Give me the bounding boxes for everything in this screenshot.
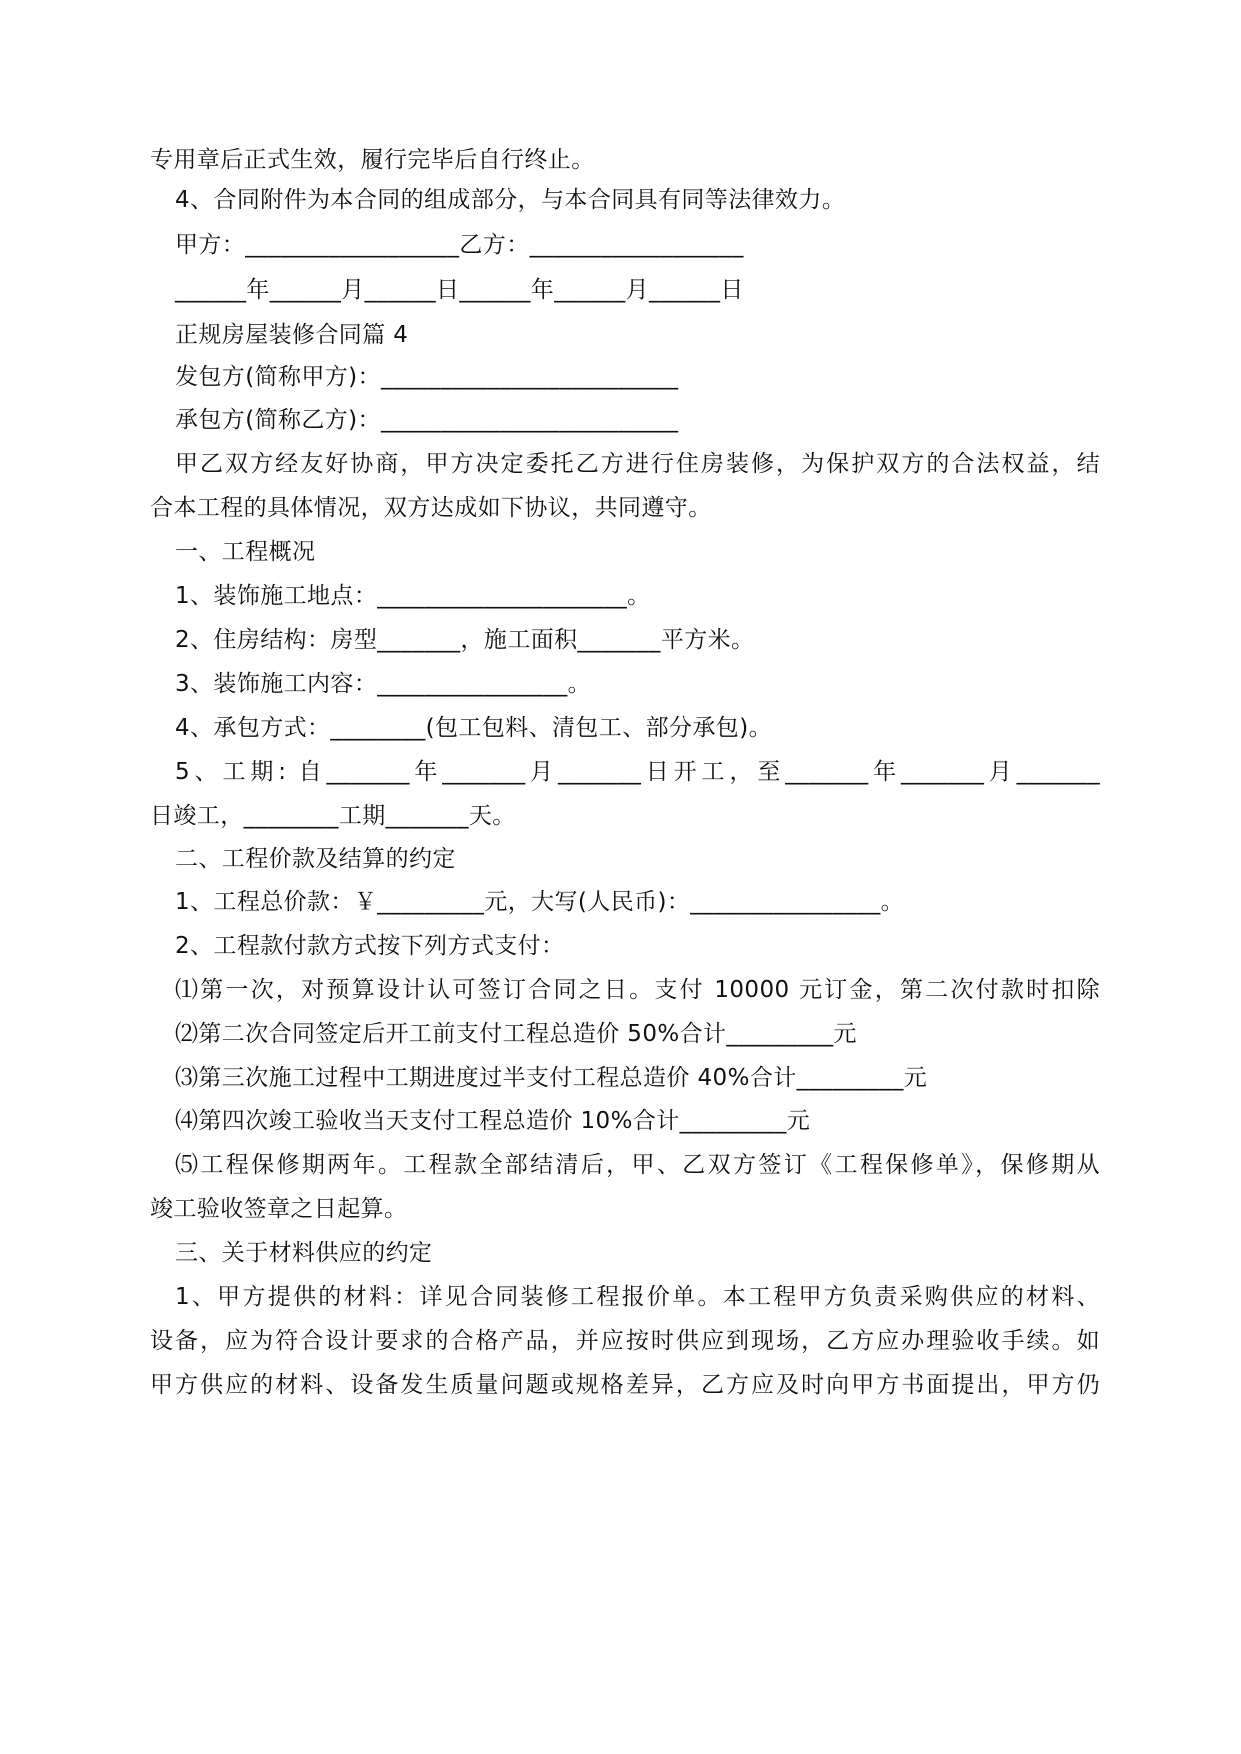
payment-item: ⑸工程保修期两年。工程款全部结清后，甲、乙双方签订《工程保修单》，保修期从 [175,1152,1100,1178]
paragraph-line: 甲乙双方经友好协商，甲方决定委托乙方进行住房装修，为保护双方的合法权益，结 [175,451,1100,477]
paragraph-line: 甲方供应的材料、设备发生质量问题或规格差异，乙方应及时向甲方书面提出，甲方仍 [150,1372,1100,1398]
clause-line: 3、装饰施工内容：________________。 [175,671,592,697]
section-title: 正规房屋装修合同篇 4 [175,322,409,348]
party-a-line: 发包方(简称甲方)：_________________________ [175,364,679,390]
payment-item: ⑵第二次合同签定后开工前支付工程总造价 50%合计_________元 [175,1021,857,1047]
text-line: 专用章后正式生效，履行完毕后自行终止。 [150,147,595,173]
heading-project-overview: 一、工程概况 [175,539,316,565]
paragraph-line: 设备，应为符合设计要求的合格产品，并应按时供应到现场，乙方应办理验收手续。如 [150,1328,1100,1354]
clause-line: 5、工期: 自_______年_______月_______日开工，至_______年_______月_______ [175,759,1100,785]
payment-item: ⑷第四次竣工验收当天支付工程总造价 10%合计_________元 [175,1108,811,1134]
signature-line-parties: 甲方：__________________乙方：__________________ [175,232,744,258]
payment-item: ⑴第一次，对预算设计认可签订合同之日。支付 10000 元订金，第二次付款时扣除 [175,977,1100,1003]
text-line: 4、合同附件为本合同的组成部分，与本合同具有同等法律效力。 [175,187,846,213]
party-b-line: 承包方(简称乙方)：_________________________ [175,407,679,433]
clause-line: 2、住房结构：房型_______，施工面积_______平方米。 [175,627,755,653]
paragraph-line: 1、甲方提供的材料：详见合同装修工程报价单。本工程甲方负责采购供应的材料、 [175,1284,1100,1310]
clause-line: 1、装饰施工地点：_____________________。 [175,583,651,609]
heading-materials: 三、关于材料供应的约定 [175,1240,433,1266]
clause-line: 4、承包方式：________(包工包料、清包工、部分承包)。 [175,715,772,741]
payment-item: ⑶第三次施工过程中工期进度过半支付工程总造价 40%合计_________元 [175,1065,928,1091]
clause-line: 2、工程款付款方式按下列方式支付： [175,933,565,959]
heading-price-settlement: 二、工程价款及结算的约定 [175,846,456,872]
clause-line: 1、工程总价款：￥_________元，大写(人民币)：________________。 [175,889,905,915]
signature-line-dates: ______年______月______日______年______月______日 [175,277,744,303]
clause-line: 日竣工，________工期_______天。 [150,803,516,829]
paragraph-line: 竣工验收签章之日起算。 [150,1196,408,1222]
paragraph-line: 合本工程的具体情况，双方达成如下协议，共同遵守。 [150,495,712,521]
